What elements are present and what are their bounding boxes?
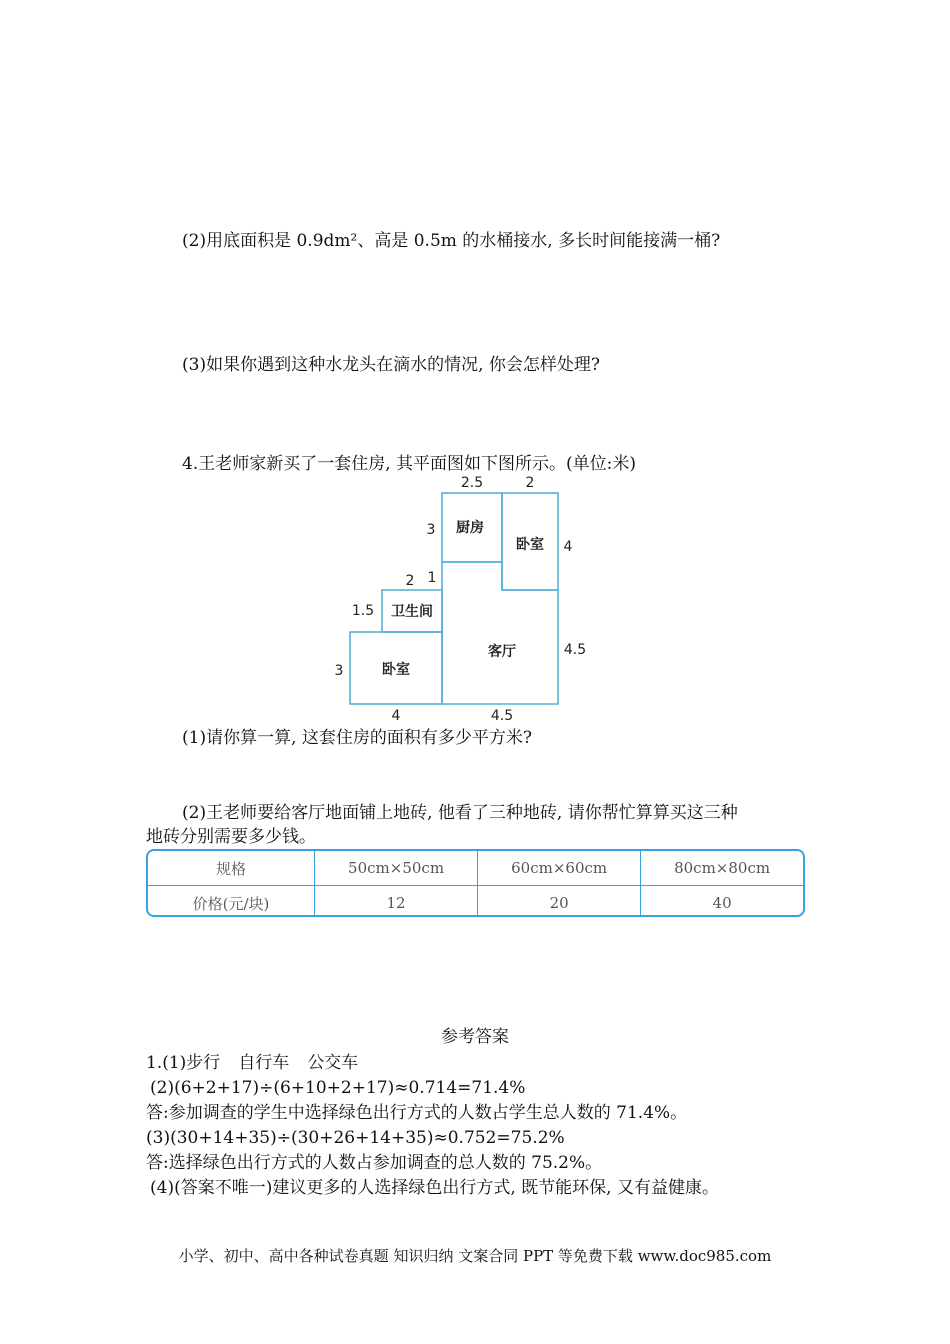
dim-bathroom-height: 1.5 — [351, 603, 375, 619]
table-cell-price: 12 — [315, 886, 478, 918]
answer-1-part-4: (4)(答案不唯一)建议更多的人选择绿色出行方式, 既节能环保, 又有益健康。 — [150, 1178, 719, 1198]
table-cell-size: 80cm×80cm — [641, 851, 803, 886]
table-row — [148, 851, 803, 886]
question-4-intro: 4.王老师家新买了一套住房, 其平面图如下图所示。(单位:米) — [182, 454, 637, 474]
dim-bedroom-bottom-height: 3 — [334, 663, 344, 679]
floor-plan-diagram — [330, 472, 600, 724]
answer-1-item-2: 自行车 — [238, 1053, 290, 1073]
dim-bedroom-top-height: 4 — [563, 539, 573, 555]
question-3-part-3: (3)如果你遇到这种水龙头在滴水的情况, 你会怎样处理? — [182, 355, 601, 375]
answers-title: 参考答案 — [441, 1027, 509, 1047]
room-label-bedroom-top: 卧室 — [516, 537, 544, 553]
answer-1-item-3: 公交车 — [307, 1053, 359, 1073]
answer-1-part-3-answer: 答:选择绿色出行方式的人数占参加调查的总人数的 75.2%。 — [146, 1153, 603, 1173]
dim-bedroom-bottom-width: 4 — [391, 708, 401, 724]
living-room-outline — [442, 562, 558, 704]
answer-1-part-2-calc: (2)(6+2+17)÷(6+10+2+17)≈0.714=71.4% — [150, 1078, 526, 1098]
room-label-kitchen: 厨房 — [456, 520, 484, 536]
room-label-living-room: 客厅 — [488, 644, 516, 660]
question-4-part-2-line-2: 地砖分别需要多少钱。 — [146, 827, 316, 847]
room-label-bedroom-bottom: 卧室 — [382, 662, 410, 678]
table-cell-size: 60cm×60cm — [478, 851, 641, 886]
dim-bathroom-width: 2 — [405, 573, 415, 589]
dim-kitchen-height: 3 — [426, 522, 436, 538]
table-cell-price: 20 — [478, 886, 641, 918]
question-4-part-2-line-1: (2)王老师要给客厅地面铺上地砖, 他看了三种地砖, 请你帮忙算算买这三种 — [182, 803, 738, 823]
dim-bedroom-top-width: 2 — [525, 475, 535, 491]
table-row — [148, 886, 803, 918]
answer-1-item-1: 1.(1)步行 — [146, 1053, 221, 1073]
tile-price-table — [146, 849, 805, 917]
question-4-part-1: (1)请你算一算, 这套住房的面积有多少平方米? — [182, 728, 533, 748]
answer-1-part-2-answer: 答:参加调查的学生中选择绿色出行方式的人数占学生总人数的 71.4%。 — [146, 1103, 688, 1123]
answer-1-part-1 — [146, 1052, 358, 1074]
table-header-label: 规格 — [148, 851, 315, 886]
table-price-label: 价格(元/块) — [148, 886, 315, 918]
page-footer: 小学、初中、高中各种试卷真题 知识归纳 文案合同 PPT 等免费下载 www.doc985.com — [178, 1247, 772, 1265]
dim-corridor-height: 1 — [427, 570, 437, 586]
question-3-part-2: (2)用底面积是 0.9dm²、高是 0.5m 的水桶接水, 多长时间能接满一桶? — [182, 231, 721, 251]
dim-living-room-height: 4.5 — [563, 642, 587, 658]
table-cell-price: 40 — [641, 886, 803, 918]
answer-1-part-3-calc: (3)(30+14+35)÷(30+26+14+35)≈0.752=75.2% — [146, 1128, 565, 1148]
room-label-bathroom: 卫生间 — [391, 604, 433, 620]
dim-living-room-width: 4.5 — [490, 708, 514, 724]
dim-kitchen-width: 2.5 — [460, 475, 484, 491]
table-cell-size: 50cm×50cm — [315, 851, 478, 886]
